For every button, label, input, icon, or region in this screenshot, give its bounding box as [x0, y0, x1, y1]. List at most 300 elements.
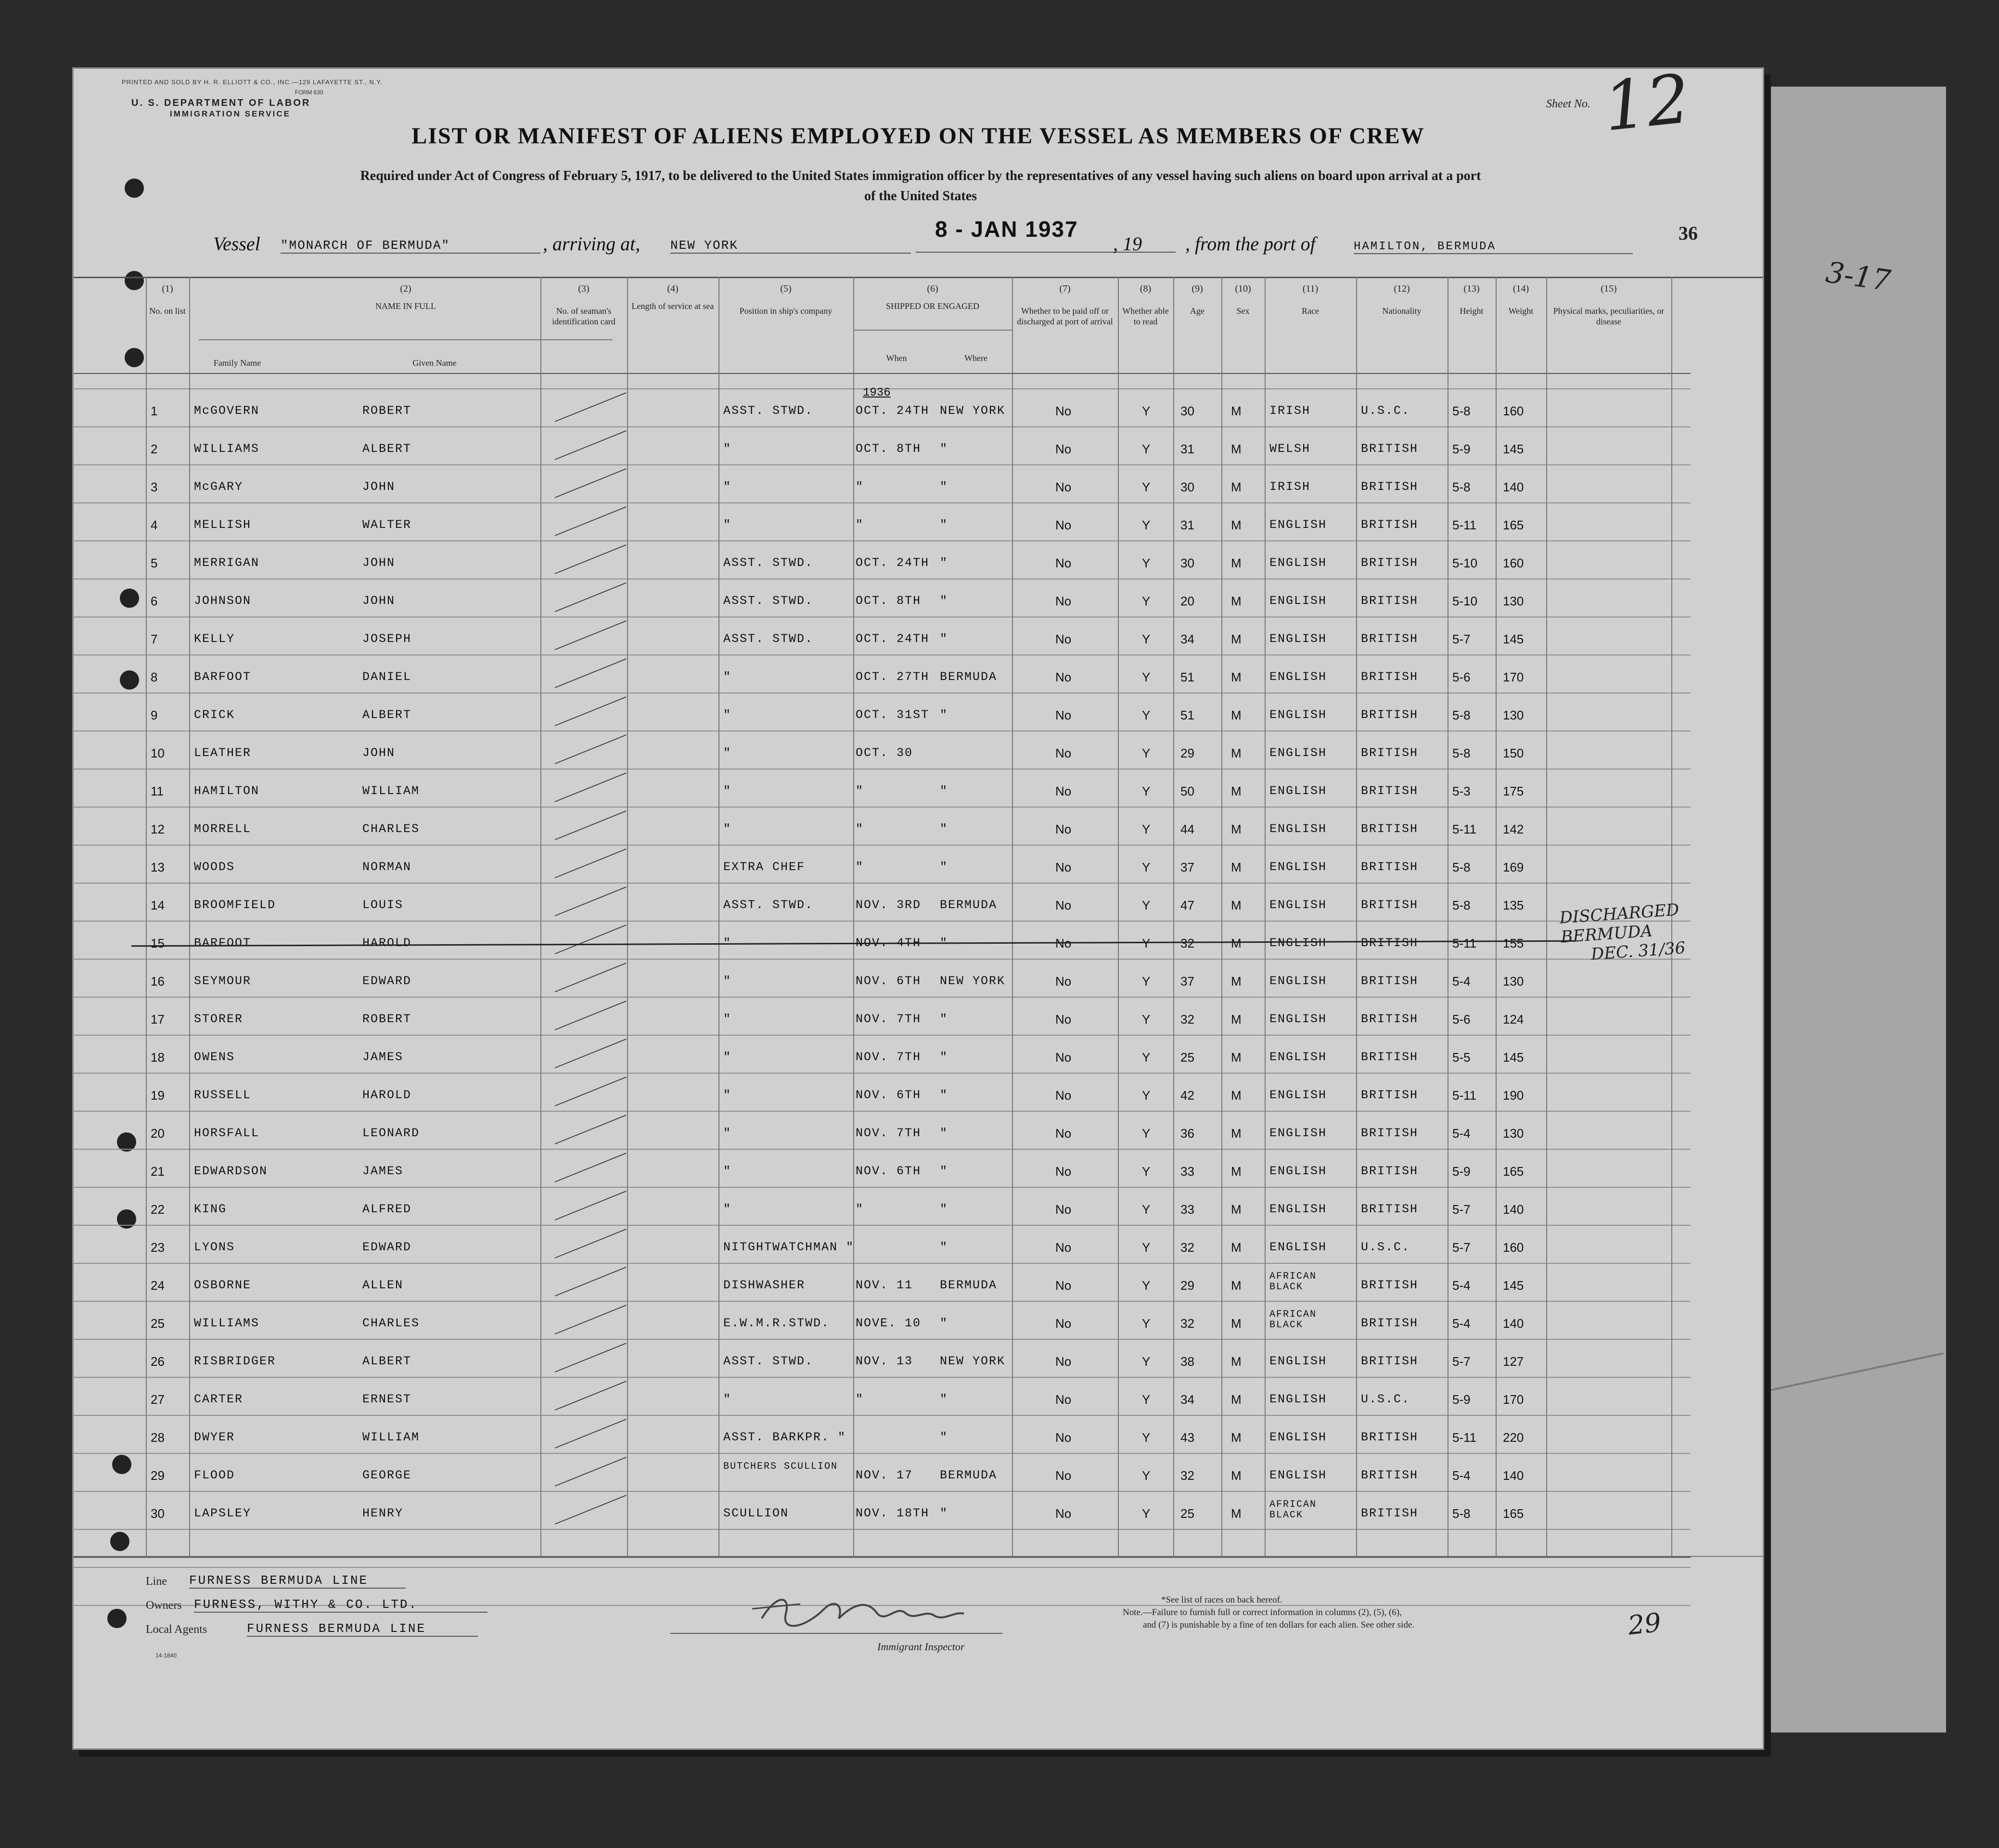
cell-age: 33: [1180, 1164, 1194, 1179]
cell-race: ENGLISH: [1269, 746, 1327, 760]
cell-given: NORMAN: [362, 860, 412, 874]
cell-paid: No: [1055, 708, 1072, 722]
cell-no: 7: [151, 632, 158, 646]
cell-no: 25: [151, 1316, 165, 1331]
cell-where: NEW YORK: [940, 1354, 1006, 1368]
cell-family: DWYER: [194, 1430, 235, 1444]
cell-position: ASST. STWD.: [723, 1354, 814, 1368]
cell-sex: M: [1231, 1468, 1242, 1483]
cell-age: 34: [1180, 1392, 1194, 1407]
cell-position: ": [723, 822, 732, 836]
cell-no: 24: [151, 1278, 165, 1293]
card-tick-mark: [555, 734, 627, 764]
punch-hole: [125, 179, 144, 198]
cell-position: BUTCHERS SCULLION: [723, 1461, 838, 1472]
cell-read: Y: [1142, 822, 1151, 836]
cell-family: McGARY: [194, 480, 243, 494]
cell-given: ERNEST: [362, 1392, 412, 1406]
cell-read: Y: [1142, 1316, 1151, 1331]
year-prefix: , 19: [1113, 233, 1142, 255]
where-header: Where: [964, 353, 987, 363]
cell-read: Y: [1142, 784, 1151, 798]
cell-nationality: BRITISH: [1361, 480, 1419, 494]
cell-no: 6: [151, 594, 158, 608]
cell-age: 32: [1180, 1012, 1194, 1027]
cell-given: JOHN: [362, 480, 396, 494]
cell-family: OWENS: [194, 1050, 235, 1064]
cell-race: AFRICAN BLACK: [1269, 1309, 1317, 1331]
cell-paid: No: [1055, 1202, 1072, 1217]
cell-family: LEATHER: [194, 746, 252, 760]
cell-position: ASST. STWD.: [723, 898, 814, 912]
cell-nationality: BRITISH: [1361, 670, 1419, 684]
cell-read: Y: [1142, 1012, 1151, 1027]
cell-race: ENGLISH: [1269, 784, 1327, 798]
cell-when: OCT. 31ST: [856, 708, 930, 722]
cell-height: 5-8: [1452, 860, 1471, 874]
cell-read: Y: [1142, 1240, 1151, 1255]
cell-age: 30: [1180, 404, 1194, 418]
card-tick-mark: [555, 1343, 627, 1373]
cell-sex: M: [1231, 1050, 1242, 1065]
subtitle-line-2: of the United States: [864, 189, 977, 204]
cell-nationality: BRITISH: [1361, 1278, 1419, 1292]
cell-nationality: BRITISH: [1361, 1012, 1419, 1026]
cell-read: Y: [1142, 556, 1151, 570]
column-rule: [1221, 277, 1222, 1557]
cell-when: ": [856, 480, 864, 494]
crew-table: [74, 277, 1763, 1557]
cell-paid: No: [1055, 1430, 1072, 1445]
cell-height: 5-11: [1452, 518, 1477, 532]
cell-nationality: BRITISH: [1361, 822, 1419, 836]
cell-weight: 140: [1503, 1316, 1524, 1331]
column-number: (15): [1601, 283, 1617, 294]
line-value: FURNESS BERMUDA LINE: [189, 1573, 406, 1589]
cell-sex: M: [1231, 746, 1242, 760]
card-tick-mark: [555, 468, 627, 498]
cell-weight: 145: [1503, 442, 1524, 456]
cell-sex: M: [1231, 898, 1242, 912]
arriving-label: , arriving at,: [543, 233, 641, 255]
cell-age: 29: [1180, 1278, 1194, 1293]
cell-height: 5-10: [1452, 556, 1478, 570]
cell-position: ": [723, 1012, 732, 1026]
cell-position: ASST. STWD.: [723, 556, 814, 570]
column-rule: [540, 277, 541, 1557]
cell-where: ": [940, 594, 948, 608]
cell-race: AFRICAN BLACK: [1269, 1271, 1317, 1293]
cell-age: 37: [1180, 860, 1194, 874]
cell-given: LOUIS: [362, 898, 404, 912]
cell-sex: M: [1231, 1354, 1242, 1369]
cell-weight: 130: [1503, 1126, 1524, 1141]
column-header: Length of service at sea: [631, 301, 714, 311]
line-label: Line: [146, 1575, 167, 1588]
cell-no: 27: [151, 1392, 165, 1407]
from-label: , from the port of: [1185, 233, 1316, 255]
cell-no: 3: [151, 480, 158, 494]
cell-paid: No: [1055, 1278, 1072, 1293]
column-rule: [1118, 277, 1119, 1557]
cell-family: BROOMFIELD: [194, 898, 276, 912]
cell-where: ": [940, 1012, 948, 1026]
cell-position: ASST. STWD.: [723, 632, 814, 646]
name-subheader-rule: [199, 339, 613, 340]
cell-when: NOV. 18TH: [856, 1506, 930, 1520]
form-subtitle: [179, 166, 1662, 206]
cell-given: ALLEN: [362, 1278, 404, 1292]
cell-nationality: BRITISH: [1361, 556, 1419, 570]
cell-height: 5-6: [1452, 670, 1471, 684]
card-tick-mark: [555, 1229, 627, 1258]
card-tick-mark: [555, 506, 627, 536]
cell-when: NOV. 6TH: [856, 974, 922, 988]
table-top-rule: [74, 277, 1763, 278]
cell-paid: No: [1055, 746, 1072, 760]
column-rule: [1496, 277, 1497, 1557]
column-rule: [1012, 277, 1013, 1557]
cell-height: 5-11: [1452, 822, 1477, 836]
cell-paid: No: [1055, 442, 1072, 456]
cell-paid: No: [1055, 1354, 1072, 1369]
cell-position: ": [723, 708, 732, 722]
cell-where: ": [940, 1316, 948, 1330]
column-rule: [718, 277, 719, 1557]
cell-no: 17: [151, 1012, 165, 1027]
cell-sex: M: [1231, 1126, 1242, 1141]
cell-where: ": [940, 1506, 948, 1520]
cell-height: 5-6: [1452, 1012, 1471, 1027]
cell-sex: M: [1231, 784, 1242, 798]
cell-family: JOHNSON: [194, 594, 252, 608]
cell-weight: 140: [1503, 480, 1524, 494]
column-rule: [1356, 277, 1357, 1557]
manifest-page: [72, 60, 1764, 1750]
cell-given: JAMES: [362, 1164, 404, 1178]
cell-no: 20: [151, 1126, 165, 1141]
cell-weight: 175: [1503, 784, 1524, 798]
cell-where: ": [940, 1050, 948, 1064]
cell-given: HAROLD: [362, 1088, 412, 1102]
cell-where: NEW YORK: [940, 404, 1006, 418]
card-tick-mark: [555, 1191, 627, 1220]
column-rule: [189, 277, 190, 1557]
card-tick-mark: [555, 1039, 627, 1068]
cell-position: ": [723, 1088, 732, 1102]
footer-rule: [74, 1556, 1763, 1557]
cell-paid: No: [1055, 1088, 1072, 1103]
cell-nationality: BRITISH: [1361, 898, 1419, 912]
cell-nationality: BRITISH: [1361, 746, 1419, 760]
cell-weight: 155: [1503, 936, 1524, 950]
cell-sex: M: [1231, 670, 1242, 684]
column-header: Age: [1190, 306, 1205, 316]
cell-sex: M: [1231, 936, 1242, 950]
cell-family: MERRIGAN: [194, 556, 260, 570]
cell-age: 32: [1180, 1468, 1194, 1483]
cell-age: 47: [1180, 898, 1194, 912]
cell-sex: M: [1231, 1202, 1242, 1217]
cell-read: Y: [1142, 936, 1151, 950]
cell-age: 38: [1180, 1354, 1194, 1369]
cell-nationality: BRITISH: [1361, 974, 1419, 988]
cell-nationality: BRITISH: [1361, 1088, 1419, 1102]
cell-height: 5-4: [1452, 1468, 1471, 1483]
column-number: (8): [1140, 283, 1152, 294]
cell-age: 42: [1180, 1088, 1194, 1103]
races-note: *See list of races on back hereof.: [1161, 1595, 1282, 1605]
column-header: Race: [1302, 306, 1319, 316]
handwritten-page: 29: [1626, 1607, 1663, 1641]
cell-paid: No: [1055, 480, 1072, 494]
cell-height: 5-7: [1452, 1202, 1471, 1217]
cell-paid: No: [1055, 1316, 1072, 1331]
cell-sex: M: [1231, 480, 1242, 494]
cell-nationality: U.S.C.: [1361, 1240, 1410, 1254]
cell-no: 1: [151, 404, 158, 418]
cell-family: BARFOOT: [194, 936, 252, 950]
service: IMMIGRATION SERVICE: [170, 109, 291, 118]
cell-paid: No: [1055, 1392, 1072, 1407]
cell-nationality: BRITISH: [1361, 1316, 1419, 1330]
cell-given: ALBERT: [362, 442, 412, 456]
cell-read: Y: [1142, 1354, 1151, 1369]
cell-family: STORER: [194, 1012, 243, 1026]
column-number: (1): [162, 283, 173, 294]
cell-position: ": [723, 670, 732, 684]
cell-nationality: BRITISH: [1361, 936, 1419, 950]
cell-position: ": [723, 1126, 732, 1140]
cell-read: Y: [1142, 898, 1151, 912]
cell-family: KING: [194, 1202, 227, 1216]
cell-read: Y: [1142, 708, 1151, 722]
cell-given: CHARLES: [362, 822, 420, 836]
cell-when: NOV. 7TH: [856, 1050, 922, 1064]
cell-position: ": [723, 784, 732, 798]
cell-race: ENGLISH: [1269, 556, 1327, 570]
cell-paid: No: [1055, 1126, 1072, 1141]
cell-age: 31: [1180, 442, 1194, 456]
cell-given: EDWARD: [362, 974, 412, 988]
column-number: (3): [578, 283, 589, 294]
cell-no: 22: [151, 1202, 165, 1217]
cell-sex: M: [1231, 1506, 1242, 1521]
card-tick-mark: [555, 1153, 627, 1182]
cell-height: 5-9: [1452, 1164, 1471, 1179]
cell-when: NOV. 7TH: [856, 1126, 922, 1140]
cell-sex: M: [1231, 594, 1242, 608]
cell-nationality: BRITISH: [1361, 1506, 1419, 1520]
cell-position: NITGHTWATCHMAN ": [723, 1240, 855, 1254]
cell-position: ASST. STWD.: [723, 594, 814, 608]
card-tick-mark: [555, 1267, 627, 1296]
cell-age: 34: [1180, 632, 1194, 646]
cell-position: DISHWASHER: [723, 1278, 806, 1292]
annotation-line-2: DEC. 31/36: [1590, 938, 1686, 964]
column-rule: [1173, 277, 1174, 1557]
cell-nationality: BRITISH: [1361, 518, 1419, 532]
cell-race: ENGLISH: [1269, 1202, 1327, 1216]
cell-where: ": [940, 1392, 948, 1406]
column-header: Weight: [1508, 306, 1534, 316]
cell-where: ": [940, 784, 948, 798]
cell-given: ALFRED: [362, 1202, 412, 1216]
column-rule: [627, 277, 628, 1557]
cell-height: 5-11: [1452, 1088, 1477, 1103]
cell-race: ENGLISH: [1269, 1240, 1327, 1254]
cell-age: 31: [1180, 518, 1194, 532]
column-header: Sex: [1236, 306, 1250, 316]
column-number: (10): [1235, 283, 1251, 294]
cell-race: ENGLISH: [1269, 670, 1327, 684]
owners-label: Owners: [146, 1599, 182, 1612]
penalty-note-1: Note.—Failure to furnish full or correct information in columns (2), (5), (6),: [1123, 1607, 1402, 1617]
cell-race: ENGLISH: [1269, 936, 1327, 950]
cell-height: 5-10: [1452, 594, 1478, 608]
cell-race: ENGLISH: [1269, 1392, 1327, 1406]
cell-height: 5-4: [1452, 974, 1471, 988]
cell-no: 18: [151, 1050, 165, 1065]
cell-weight: 142: [1503, 822, 1524, 836]
cell-read: Y: [1142, 442, 1151, 456]
column-rule: [853, 277, 854, 1557]
punch-hole: [107, 1609, 127, 1628]
column-number: (14): [1512, 283, 1529, 294]
cell-nationality: U.S.C.: [1361, 404, 1410, 418]
cell-race: IRISH: [1269, 480, 1311, 494]
cell-where: ": [940, 1202, 948, 1216]
cell-no: 30: [151, 1506, 165, 1521]
cell-nationality: BRITISH: [1361, 1354, 1419, 1368]
cell-when: NOV. 17: [856, 1468, 913, 1482]
cell-nationality: BRITISH: [1361, 1430, 1419, 1444]
annotation-line-1: DISCHARGED BERMUDA: [1559, 900, 1680, 947]
card-tick-mark: [555, 810, 627, 840]
cell-family: LYONS: [194, 1240, 235, 1254]
cell-race: ENGLISH: [1269, 518, 1327, 532]
cell-position: SCULLION: [723, 1506, 789, 1520]
card-tick-mark: [555, 886, 627, 916]
cell-read: Y: [1142, 974, 1151, 988]
cell-paid: No: [1055, 822, 1072, 836]
cell-race: ENGLISH: [1269, 898, 1327, 912]
cell-race: ENGLISH: [1269, 860, 1327, 874]
cell-weight: 160: [1503, 404, 1524, 418]
cell-weight: 140: [1503, 1468, 1524, 1483]
cell-age: 44: [1180, 822, 1194, 836]
cell-weight: 160: [1503, 556, 1524, 570]
cell-read: Y: [1142, 746, 1151, 760]
cell-family: CRICK: [194, 708, 235, 722]
cell-paid: No: [1055, 1050, 1072, 1065]
card-tick-mark: [555, 658, 627, 688]
cell-no: 14: [151, 898, 165, 912]
cell-when: OCT. 27TH: [856, 670, 930, 684]
cell-family: CARTER: [194, 1392, 243, 1406]
cell-height: 5-11: [1452, 936, 1477, 950]
cell-read: Y: [1142, 1278, 1151, 1293]
cell-given: JOSEPH: [362, 632, 412, 646]
cell-read: Y: [1142, 1088, 1151, 1103]
cell-where: ": [940, 480, 948, 494]
card-tick-mark: [555, 1381, 627, 1411]
cell-weight: 130: [1503, 974, 1524, 988]
cell-no: 13: [151, 860, 165, 874]
arrival-port: NEW YORK: [670, 238, 911, 254]
row-rule: [74, 1567, 1691, 1568]
column-number: (2): [400, 283, 411, 294]
cell-height: 5-8: [1452, 404, 1471, 418]
penalty-note-2: and (7) is punishable by a fine of ten dollars for each alien. See other side.: [1143, 1620, 1415, 1630]
cell-position: E.W.M.R.STWD.: [723, 1316, 830, 1330]
cell-position: ": [723, 480, 732, 494]
column-number: (7): [1059, 283, 1071, 294]
cell-read: Y: [1142, 404, 1151, 418]
cell-paid: No: [1055, 974, 1072, 988]
cell-sex: M: [1231, 518, 1242, 532]
cell-paid: No: [1055, 1012, 1072, 1027]
shipped-subheader-rule: [853, 330, 1012, 331]
cell-race: ENGLISH: [1269, 1088, 1327, 1102]
cell-when: NOV. 11: [856, 1278, 913, 1292]
agents-label: Local Agents: [146, 1623, 207, 1636]
cell-sex: M: [1231, 860, 1242, 874]
cell-race: ENGLISH: [1269, 1354, 1327, 1368]
cell-family: WILLIAMS: [194, 442, 260, 456]
cell-paid: No: [1055, 594, 1072, 608]
cell-race: ENGLISH: [1269, 1126, 1327, 1140]
cell-age: 50: [1180, 784, 1194, 798]
cell-given: ROBERT: [362, 1012, 412, 1026]
cell-weight: 127: [1503, 1354, 1524, 1369]
cell-family: SEYMOUR: [194, 974, 252, 988]
cell-nationality: U.S.C.: [1361, 1392, 1410, 1406]
cell-position: ": [723, 518, 732, 532]
cell-family: BARFOOT: [194, 670, 252, 684]
cell-where: ": [940, 1164, 948, 1178]
cell-height: 5-8: [1452, 898, 1471, 912]
cell-family: HAMILTON: [194, 784, 260, 798]
column-header: Height: [1460, 306, 1484, 316]
cell-weight: 169: [1503, 860, 1524, 874]
cell-position: ": [723, 974, 732, 988]
cell-nationality: BRITISH: [1361, 1050, 1419, 1064]
cell-paid: No: [1055, 1506, 1072, 1521]
cell-weight: 170: [1503, 670, 1524, 684]
card-tick-mark: [555, 392, 627, 422]
cell-no: 9: [151, 708, 158, 722]
cell-sex: M: [1231, 442, 1242, 456]
cell-height: 5-4: [1452, 1316, 1471, 1331]
cell-when: OCT. 8TH: [856, 442, 922, 456]
column-rule: [1546, 277, 1547, 1557]
cell-where: ": [940, 1088, 948, 1102]
card-tick-mark: [555, 848, 627, 878]
cell-paid: No: [1055, 670, 1072, 684]
sheet-label: Sheet No.: [1546, 98, 1590, 110]
cell-where: ": [940, 860, 948, 874]
cell-sex: M: [1231, 1392, 1242, 1407]
cell-given: CHARLES: [362, 1316, 420, 1330]
inspector-rule: [670, 1633, 1002, 1634]
cell-weight: 220: [1503, 1430, 1524, 1445]
inspector-label: Immigrant Inspector: [877, 1641, 965, 1653]
cell-age: 51: [1180, 670, 1194, 684]
cell-when: NOV. 6TH: [856, 1164, 922, 1178]
cell-no: 2: [151, 442, 158, 456]
cell-given: ALBERT: [362, 1354, 412, 1368]
